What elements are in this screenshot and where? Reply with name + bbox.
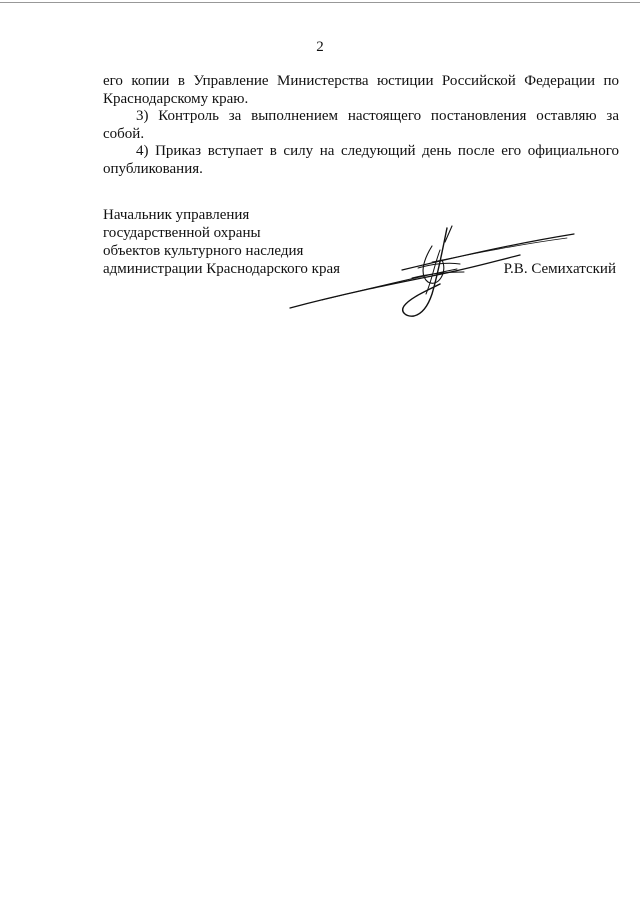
signer-name: Р.В. Семихатский	[503, 261, 616, 277]
signer-position-line: объектов культурного наследия	[103, 243, 304, 259]
signer-position-line: администрации Краснодарского края	[103, 261, 341, 277]
page-number: 2	[316, 39, 324, 55]
signer-position-line: государственной охраны	[103, 225, 261, 241]
scan-top-edge	[0, 0, 640, 7]
paragraph-item-4: 4) Приказ вступает в силу на следующий день после его официального опубликования.	[103, 143, 619, 177]
paragraph-item-3: 3) Контроль за выполнением настоящего постановления оставляю за собой.	[103, 108, 619, 142]
signer-position-line: Начальник управления	[103, 207, 250, 223]
paragraph-continuation: его копии в Управление Министерства юстиции Российской Федерации по Краснодарскому краю.	[103, 73, 619, 107]
document-body	[103, 73, 619, 178]
